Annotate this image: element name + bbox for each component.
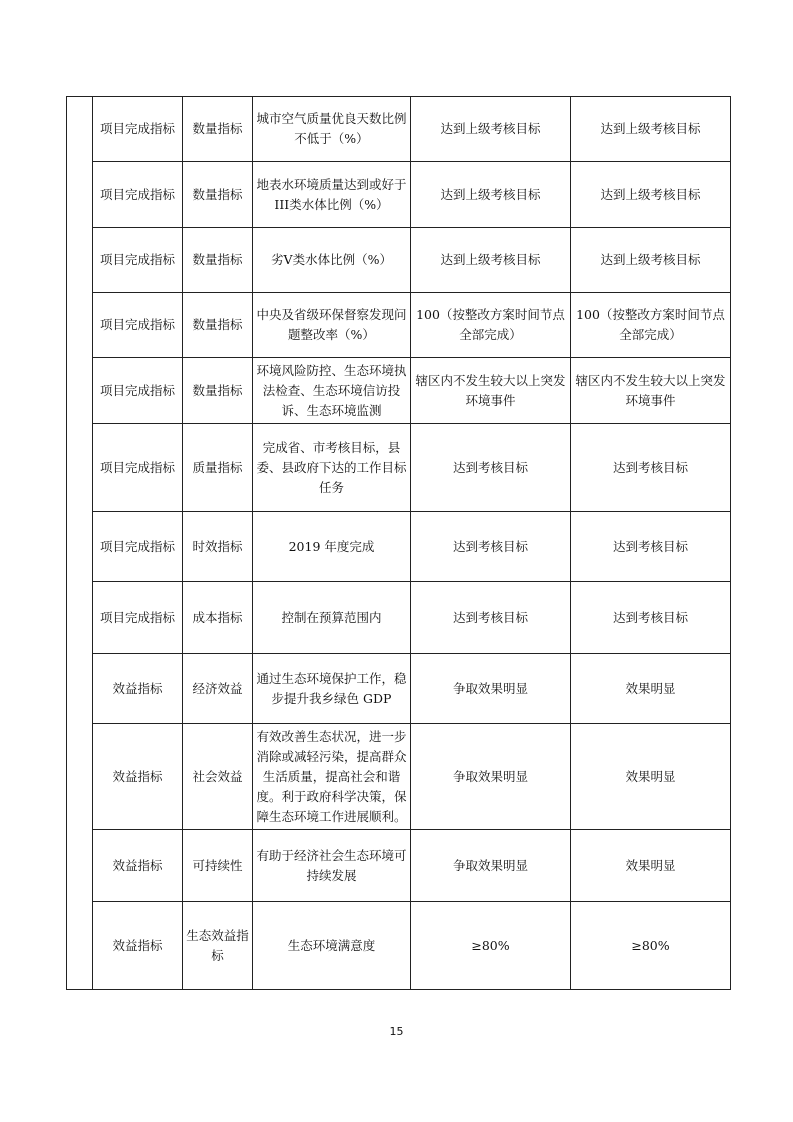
actual-value-cell: 达到考核目标 [571,582,731,654]
secondary-indicator-cell: 数量指标 [183,293,253,358]
secondary-indicator-cell: 时效指标 [183,512,253,582]
target-value-cell: 达到上级考核目标 [411,162,571,228]
target-value-cell: 达到考核目标 [411,424,571,512]
secondary-indicator-cell: 数量指标 [183,97,253,162]
primary-indicator-cell: 效益指标 [93,902,183,990]
target-value-cell: 达到上级考核目标 [411,228,571,293]
primary-indicator-cell: 项目完成指标 [93,162,183,228]
target-value-cell: 达到考核目标 [411,512,571,582]
actual-value-cell: 达到上级考核目标 [571,162,731,228]
actual-value-cell: 辖区内不发生较大以上突发环境事件 [571,358,731,424]
primary-indicator-cell: 效益指标 [93,830,183,902]
tertiary-indicator-cell: 有效改善生态状况，进一步消除或减轻污染，提高群众生活质量，提高社会和谐度。利于政府科学决策，保障生态环境工作进展顺利。 [253,724,411,830]
primary-indicator-cell: 效益指标 [93,724,183,830]
tertiary-indicator-cell: 生态环境满意度 [253,902,411,990]
table-row [67,162,731,228]
performance-table-container [66,96,730,990]
tertiary-indicator-cell: 地表水环境质量达到或好于III类水体比例（%） [253,162,411,228]
actual-value-cell: ≥80% [571,902,731,990]
target-value-cell: ≥80% [411,902,571,990]
tertiary-indicator-cell: 完成省、市考核目标，县委、县政府下达的工作目标任务 [253,424,411,512]
primary-indicator-cell: 项目完成指标 [93,424,183,512]
table-row [67,582,731,654]
page-number: 15 [389,1025,404,1038]
tertiary-indicator-cell: 环境风险防控、生态环境执法检查、生态环境信访投诉、生态环境监测 [253,358,411,424]
table-row [67,724,731,830]
primary-indicator-cell: 项目完成指标 [93,512,183,582]
table-row [67,654,731,724]
target-value-cell: 达到考核目标 [411,582,571,654]
table-row [67,902,731,990]
primary-indicator-cell: 项目完成指标 [93,293,183,358]
target-value-cell: 100（按整改方案时间节点全部完成） [411,293,571,358]
tertiary-indicator-cell: 劣Ⅴ类水体比例（%） [253,228,411,293]
actual-value-cell: 效果明显 [571,654,731,724]
secondary-indicator-cell: 社会效益 [183,724,253,830]
secondary-indicator-cell: 可持续性 [183,830,253,902]
secondary-indicator-cell: 数量指标 [183,162,253,228]
tertiary-indicator-cell: 2019 年度完成 [253,512,411,582]
table-row [67,830,731,902]
table-row [67,228,731,293]
primary-indicator-cell: 项目完成指标 [93,97,183,162]
actual-value-cell: 100（按整改方案时间节点全部完成） [571,293,731,358]
secondary-indicator-cell: 质量指标 [183,424,253,512]
actual-value-cell: 达到考核目标 [571,424,731,512]
secondary-indicator-cell: 成本指标 [183,582,253,654]
target-value-cell: 争取效果明显 [411,654,571,724]
tertiary-indicator-cell: 控制在预算范围内 [253,582,411,654]
secondary-indicator-cell: 数量指标 [183,358,253,424]
target-value-cell: 争取效果明显 [411,830,571,902]
tertiary-indicator-cell: 中央及省级环保督察发现问题整改率（%） [253,293,411,358]
tertiary-indicator-cell: 有助于经济社会生态环境可持续发展 [253,830,411,902]
table-row [67,358,731,424]
tertiary-indicator-cell: 城市空气质量优良天数比例不低于（%） [253,97,411,162]
primary-indicator-cell: 项目完成指标 [93,358,183,424]
primary-indicator-cell: 项目完成指标 [93,228,183,293]
target-value-cell: 达到上级考核目标 [411,97,571,162]
table-row [67,512,731,582]
table-row [67,424,731,512]
performance-indicator-table [66,96,731,990]
primary-indicator-cell: 效益指标 [93,654,183,724]
target-value-cell: 争取效果明显 [411,724,571,830]
merged-first-column [67,97,93,990]
tertiary-indicator-cell: 通过生态环境保护工作，稳步提升我乡绿色 GDP [253,654,411,724]
primary-indicator-cell: 项目完成指标 [93,582,183,654]
table-row [67,293,731,358]
actual-value-cell: 达到上级考核目标 [571,228,731,293]
actual-value-cell: 达到考核目标 [571,512,731,582]
secondary-indicator-cell: 数量指标 [183,228,253,293]
secondary-indicator-cell: 经济效益 [183,654,253,724]
secondary-indicator-cell: 生态效益指标 [183,902,253,990]
target-value-cell: 辖区内不发生较大以上突发环境事件 [411,358,571,424]
actual-value-cell: 效果明显 [571,724,731,830]
actual-value-cell: 达到上级考核目标 [571,97,731,162]
table-row [67,97,731,162]
actual-value-cell: 效果明显 [571,830,731,902]
